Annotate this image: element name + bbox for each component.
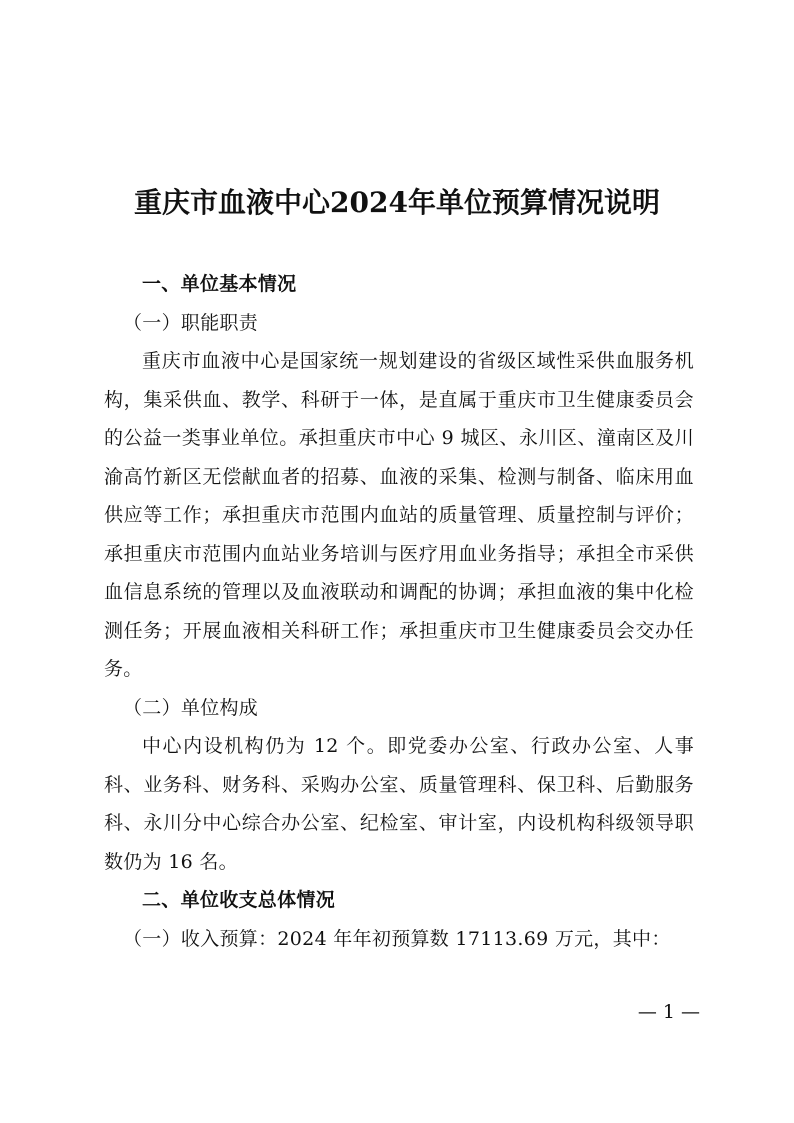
paragraph-income-budget: （一）收入预算：2024 年年初预算数 17113.69 万元，其中： — [123, 927, 671, 950]
page-number: — 1 — — [637, 1001, 700, 1023]
paragraph-composition: 中心内设机构仍为 12 个。即党委办公室、行政办公室、人事科、业务科、财务科、采购办公室、质量管理科、保卫科、后勤服务科、永川分中心综合办公室、纪检室、审计室，内设机构科级领导职数仍为 16 名。 — [104, 735, 694, 873]
document-body — [104, 265, 694, 958]
paragraph-functions: 重庆市血液中心是国家统一规划建设的省级区域性采供血服务机构，集采供血、教学、科研于一体，是直属于重庆市卫生健康委员会的公益一类事业单位。承担重庆市中心 9 城区、永川区、潼南区及川渝高竹新区无偿献血者的招募、血液的采集、检测与制备、临床用血供应等工作；承担重庆市范围内血站的质量管理、质量控制与评价；承担重庆市范围内血站业务培训与医疗用血业务指导；承担全市采供血信息系统的管理以及血液联动和调配的协调；承担血液的集中化检测任务；开展血液相关科研工作；承担重庆市卫生健康委员会交办任务。 — [104, 350, 694, 680]
document-title: 重庆市血液中心2024年单位预算情况说明 — [134, 186, 660, 219]
section-heading-basic-info: 一、单位基本情况 — [142, 273, 297, 295]
subheading-composition: （二）单位构成 — [123, 696, 259, 719]
section-heading-income-expense: 二、单位收支总体情况 — [142, 889, 336, 911]
subheading-functions: （一）职能职责 — [123, 311, 259, 334]
